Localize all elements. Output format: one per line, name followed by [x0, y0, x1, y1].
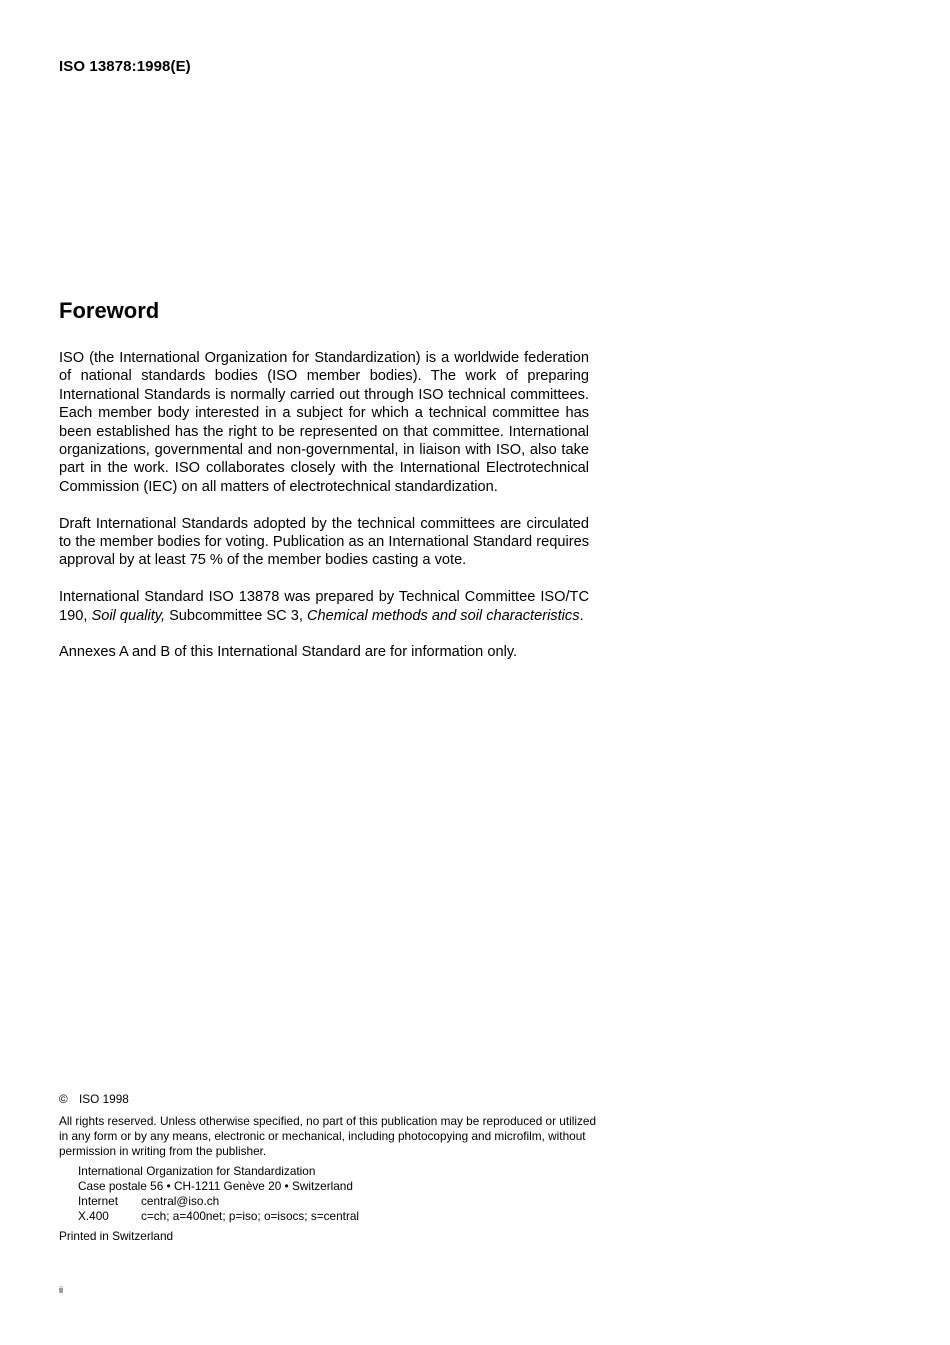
rights-notice: All rights reserved. Unless otherwise specified, no part of this publication may be reproduced or utilized in any form or by any means, electronic or mechanical, including photocopying and microfilm, without permission in writing from the publisher.: [59, 1114, 597, 1158]
x400-row: [78, 1209, 599, 1224]
printed-in: Printed in Switzerland: [59, 1229, 174, 1243]
document-id: ISO 13878:1998(E): [59, 58, 191, 75]
foreword-body: [59, 349, 589, 680]
x400-value: c=ch; a=400net; p=iso; o=isocs; s=central: [141, 1209, 360, 1223]
p3-committee-title: Soil quality,: [91, 607, 166, 624]
internet-row: [78, 1194, 599, 1209]
publisher-org: International Organization for Standardization: [78, 1164, 316, 1178]
p3-subcommittee-title: Chemical methods and soil characteristics: [306, 607, 580, 624]
copyright-line: [59, 1092, 599, 1107]
x400-label: X.400: [78, 1209, 109, 1223]
foreword-paragraph-3: [59, 588, 589, 625]
foreword-paragraph-2: Draft International Standards adopted by the technical committees are circulated to the member bodies for voting. Publication as an International Standard requires approval by at least 75 % of the member bodies casting a vote.: [59, 515, 589, 569]
copyright-icon: ©: [59, 1092, 68, 1106]
copyright-block: [59, 1092, 599, 1244]
p3-text-a: International Standard ISO 13878 was prepared by Technical Committee ISO/TC 190,: [59, 589, 589, 624]
p3-text-e: .: [579, 607, 584, 624]
publisher-postal: Case postale 56 • CH-1211 Genève 20 • Switzerland: [78, 1179, 353, 1193]
foreword-paragraph-1: ISO (the International Organization for Standardization) is a worldwide federation of national standards bodies (ISO member bodies). The work of preparing International Standards is normally carried out through ISO technical committees. Each member body interested in a subject for which a technical committee has been established has the right to be represented on that committee. International organizations, governmental and non-governmental, in liaison with ISO, also take part in the work. ISO collaborates closely with the International Electrotechnical Commission (IEC) on all matters of electrotechnical standardization.: [59, 350, 589, 495]
page-number: ii: [59, 1285, 63, 1295]
p3-text-c: Subcommittee SC 3,: [165, 607, 307, 624]
internet-label: Internet: [78, 1194, 119, 1208]
internet-value: central@iso.ch: [141, 1194, 220, 1208]
publisher-address: [78, 1164, 599, 1224]
foreword-paragraph-4: Annexes A and B of this International Standard are for information only.: [59, 644, 518, 661]
copyright-holder: ISO 1998: [79, 1092, 129, 1106]
foreword-title: Foreword: [59, 298, 160, 323]
